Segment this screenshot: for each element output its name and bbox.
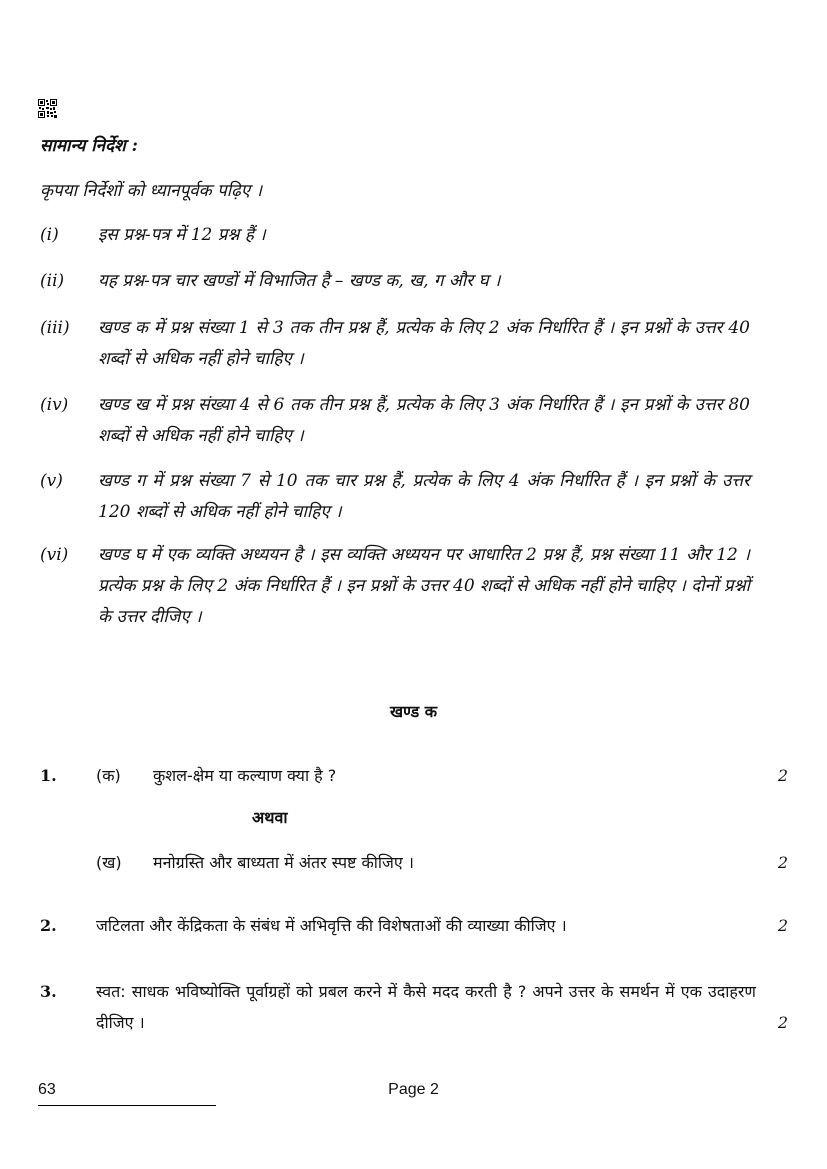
question-text: कुशल-क्षेम या कल्याण क्या है ? xyxy=(153,766,337,785)
instruction-item xyxy=(40,540,750,633)
instruction-item xyxy=(40,390,750,452)
question-marks: 2 xyxy=(777,853,788,872)
instruction-text: खण्ड ग में प्रश्न संख्या 7 से 10 तक चार प्रश्न हैं, प्रत्येक के लिए 4 अंक निर्धारित हैं । इन प्रश्नों के उत्तर 120 शब्दों से अधिक नहीं होने चाहिए । xyxy=(98,471,750,522)
instruction-text: खण्ड क में प्रश्न संख्या 1 से 3 तक तीन प्रश्न हैं, प्रत्येक के लिए 2 अंक निर्धारित हैं । इन प्रश्नों के उत्तर 40 शब्दों से अधिक नहीं होने चाहिए । xyxy=(98,318,750,369)
instruction-text: खण्ड घ में एक व्यक्ति अध्ययन है । इस व्यक्ति अध्ययन पर आधारित 2 प्रश्न हैं, प्रश्न संख्या 11 और 12 । प्रत्येक प्रश्न के लिए 2 अंक निर्धारित हैं । इन प्रश्नों के उत्तर 40 शब्दों से अधिक नहीं होने चाहिए । दोनों प्रश्नों के उत्तर दीजिए । xyxy=(98,545,750,627)
or-separator: अथवा xyxy=(252,808,288,827)
instruction-number: (ii) xyxy=(40,271,65,291)
instruction-item xyxy=(40,220,750,251)
instruction-text: खण्ड ख में प्रश्न संख्या 4 से 6 तक तीन प्रश्न हैं, प्रत्येक के लिए 3 अंक निर्धारित हैं । इन प्रश्नों के उत्तर 80 शब्दों से अधिक नहीं होने चाहिए । xyxy=(98,395,750,446)
instructions-intro: कृपया निर्देशों को ध्यानपूर्वक पढ़िए । xyxy=(40,181,263,201)
instruction-text: यह प्रश्न-पत्र चार खण्डों में विभाजित है – खण्ड क, ख, ग और घ । xyxy=(98,271,501,291)
instruction-item xyxy=(40,466,750,528)
instruction-item xyxy=(40,313,750,375)
paper-code: 63 xyxy=(38,1081,56,1098)
question-marks: 2 xyxy=(777,916,788,935)
instruction-item xyxy=(40,266,750,297)
question-text: जटिलता और केंद्रिकता के संबंध में अभिवृत्ति की विशेषताओं की व्याख्या कीजिए । xyxy=(96,916,567,935)
page-number: Page 2 xyxy=(388,1081,439,1098)
question-marks: 2 xyxy=(777,766,788,785)
general-instructions-heading: सामान्य निर्देश : xyxy=(40,136,138,156)
question-sub-label: (क) xyxy=(96,766,121,785)
question-sub-label: (ख) xyxy=(96,853,122,872)
footer-divider xyxy=(38,1105,216,1106)
instruction-number: (i) xyxy=(40,225,59,245)
instruction-text: इस प्रश्न-पत्र में 12 प्रश्न हैं । xyxy=(98,225,266,245)
instruction-number: (vi) xyxy=(40,545,69,565)
question-text: स्वत: साधक भविष्योक्ति पूर्वाग्रहों को प्रबल करने में कैसे मदद करती है ? अपने उत्तर के समर्थन में एक उदाहरण दीजिए । xyxy=(96,982,756,1032)
question-number: 1. xyxy=(40,766,57,785)
question-number: 3. xyxy=(40,982,57,1001)
question-text: मनोग्रस्ति और बाध्यता में अंतर स्पष्ट कीजिए । xyxy=(153,853,414,872)
question-marks: 2 xyxy=(777,1013,788,1032)
instruction-number: (iv) xyxy=(40,395,69,415)
qr-code-icon xyxy=(38,99,57,118)
section-title: खण्ड क xyxy=(389,702,438,721)
instruction-number: (v) xyxy=(40,471,63,491)
question-number: 2. xyxy=(40,916,57,935)
instruction-number: (iii) xyxy=(40,318,70,338)
